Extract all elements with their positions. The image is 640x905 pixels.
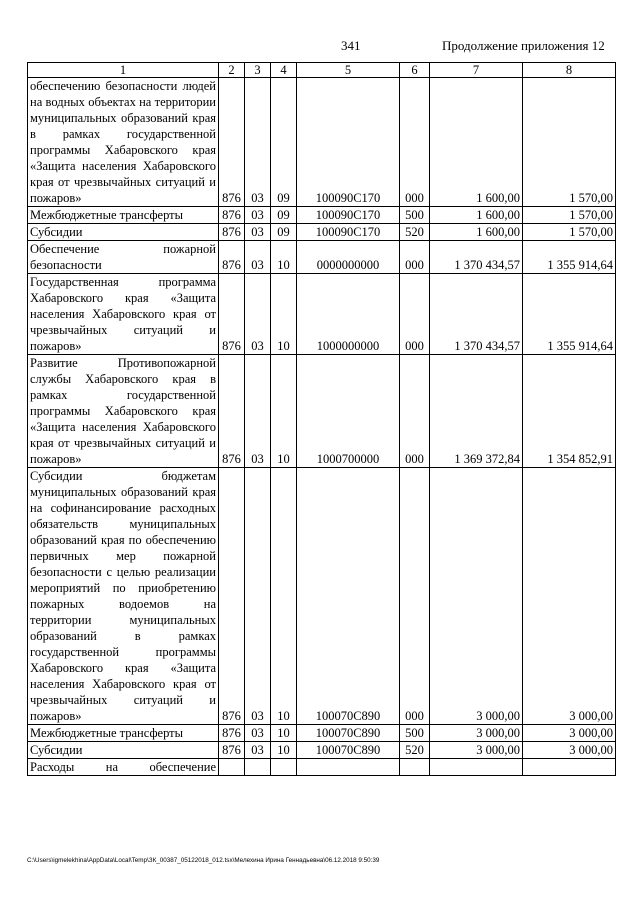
table-row xyxy=(28,742,616,759)
continuation-label: Продолжение приложения 12 xyxy=(442,38,605,53)
cell-target-article xyxy=(297,759,400,776)
cell-subsection: 09 xyxy=(271,224,297,241)
column-header: 4 xyxy=(271,63,297,78)
cell-section xyxy=(245,759,271,776)
column-header: 3 xyxy=(245,63,271,78)
cell-amount-2: 3 000,00 xyxy=(523,725,616,742)
cell-target-article: 0000000000 xyxy=(297,241,400,274)
cell-section: 03 xyxy=(245,355,271,468)
table-row xyxy=(28,759,616,776)
cell-amount-1: 3 000,00 xyxy=(430,742,523,759)
cell-section: 03 xyxy=(245,241,271,274)
cell-subsection: 10 xyxy=(271,742,297,759)
cell-section: 03 xyxy=(245,78,271,207)
table-row xyxy=(28,468,616,725)
cell-amount-2 xyxy=(523,759,616,776)
row-description: Межбюджетные трансферты xyxy=(28,725,219,742)
cell-expense-type: 000 xyxy=(400,241,430,274)
row-description: Обеспечение пожарной безопасности xyxy=(28,241,219,274)
row-description: Развитие Противопожарной службы Хабаровского края в рамках государственной программы Хабаровского края «Защита населения Хабаровского края от чрезвычайных ситуаций и пожаров» xyxy=(28,355,219,468)
cell-expense-type xyxy=(400,759,430,776)
table-row xyxy=(28,78,616,207)
cell-expense-type: 000 xyxy=(400,78,430,207)
cell-section: 03 xyxy=(245,468,271,725)
row-description: Межбюджетные трансферты xyxy=(28,207,219,224)
table-row xyxy=(28,241,616,274)
cell-section: 03 xyxy=(245,207,271,224)
cell-amount-1 xyxy=(430,759,523,776)
page-number: 341 xyxy=(341,38,361,53)
cell-amount-2: 3 000,00 xyxy=(523,468,616,725)
cell-subsection: 10 xyxy=(271,468,297,725)
cell-ministry xyxy=(219,759,245,776)
row-description: Расходы на обеспечение xyxy=(28,759,219,776)
table-row xyxy=(28,355,616,468)
cell-amount-1: 1 600,00 xyxy=(430,207,523,224)
table-row xyxy=(28,725,616,742)
column-header: 6 xyxy=(400,63,430,78)
cell-section: 03 xyxy=(245,725,271,742)
column-header: 8 xyxy=(523,63,616,78)
cell-amount-2: 1 354 852,91 xyxy=(523,355,616,468)
cell-subsection: 10 xyxy=(271,241,297,274)
cell-ministry: 876 xyxy=(219,274,245,355)
cell-target-article: 100090С170 xyxy=(297,207,400,224)
row-description: Субсидии xyxy=(28,224,219,241)
cell-subsection: 10 xyxy=(271,274,297,355)
cell-expense-type: 000 xyxy=(400,274,430,355)
table-header-row xyxy=(28,63,616,78)
cell-expense-type: 520 xyxy=(400,224,430,241)
table-row xyxy=(28,207,616,224)
cell-ministry: 876 xyxy=(219,241,245,274)
cell-amount-2: 1 570,00 xyxy=(523,207,616,224)
row-description: Субсидии xyxy=(28,742,219,759)
cell-amount-2: 3 000,00 xyxy=(523,742,616,759)
cell-ministry: 876 xyxy=(219,355,245,468)
cell-amount-2: 1 570,00 xyxy=(523,224,616,241)
cell-amount-1: 1 600,00 xyxy=(430,224,523,241)
cell-ministry: 876 xyxy=(219,224,245,241)
column-header: 5 xyxy=(297,63,400,78)
budget-table xyxy=(27,62,616,776)
column-header: 1 xyxy=(28,63,219,78)
table-row xyxy=(28,274,616,355)
cell-expense-type: 500 xyxy=(400,207,430,224)
cell-subsection: 09 xyxy=(271,78,297,207)
cell-expense-type: 520 xyxy=(400,742,430,759)
row-description: Субсидии бюджетам муниципальных образований края на софинансирование расходных обязательств муниципальных образований края по обеспечению первичных мер пожарной безопасности с целью реализации мероприятий по приобретению пожарных водоемов на территории муниципальных образований в рамках государственной программы Хабаровского края «Защита населения Хабаровского края от чрезвычайных ситуаций и пожаров» xyxy=(28,468,219,725)
cell-amount-1: 1 370 434,57 xyxy=(430,274,523,355)
row-description: Государственная программа Хабаровского края «Защита населения Хабаровского края от чрезвычайных ситуаций и пожаров» xyxy=(28,274,219,355)
cell-target-article: 100070С890 xyxy=(297,742,400,759)
cell-amount-2: 1 355 914,64 xyxy=(523,274,616,355)
cell-ministry: 876 xyxy=(219,78,245,207)
cell-amount-2: 1 355 914,64 xyxy=(523,241,616,274)
cell-expense-type: 000 xyxy=(400,355,430,468)
cell-amount-1: 1 369 372,84 xyxy=(430,355,523,468)
cell-target-article: 100090С170 xyxy=(297,78,400,207)
cell-target-article: 100090С170 xyxy=(297,224,400,241)
file-path-footer: C:\Users\igmelekhina\AppData\Local\Temp\ЗК_00387_05122018_012.tsx\Мелехина Ирина Геннадьевна\06.12.2018 9:50:39 xyxy=(27,857,380,864)
cell-subsection xyxy=(271,759,297,776)
cell-amount-1: 1 600,00 xyxy=(430,78,523,207)
row-description: обеспечению безопасности людей на водных объектах на территории муниципальных образований края в рамках государственной программы Хабаровского края «Защита населения Хабаровского края от чрезвычайных ситуаций и пожаров» xyxy=(28,78,219,207)
cell-ministry: 876 xyxy=(219,207,245,224)
cell-subsection: 09 xyxy=(271,207,297,224)
cell-section: 03 xyxy=(245,224,271,241)
column-header: 7 xyxy=(430,63,523,78)
cell-ministry: 876 xyxy=(219,468,245,725)
column-header: 2 xyxy=(219,63,245,78)
cell-expense-type: 000 xyxy=(400,468,430,725)
cell-ministry: 876 xyxy=(219,742,245,759)
table-row xyxy=(28,224,616,241)
cell-target-article: 100070С890 xyxy=(297,468,400,725)
cell-subsection: 10 xyxy=(271,725,297,742)
cell-target-article: 1000000000 xyxy=(297,274,400,355)
cell-section: 03 xyxy=(245,742,271,759)
cell-section: 03 xyxy=(245,274,271,355)
cell-subsection: 10 xyxy=(271,355,297,468)
cell-expense-type: 500 xyxy=(400,725,430,742)
cell-ministry: 876 xyxy=(219,725,245,742)
cell-target-article: 1000700000 xyxy=(297,355,400,468)
cell-amount-1: 3 000,00 xyxy=(430,468,523,725)
cell-amount-2: 1 570,00 xyxy=(523,78,616,207)
cell-target-article: 100070С890 xyxy=(297,725,400,742)
cell-amount-1: 1 370 434,57 xyxy=(430,241,523,274)
cell-amount-1: 3 000,00 xyxy=(430,725,523,742)
